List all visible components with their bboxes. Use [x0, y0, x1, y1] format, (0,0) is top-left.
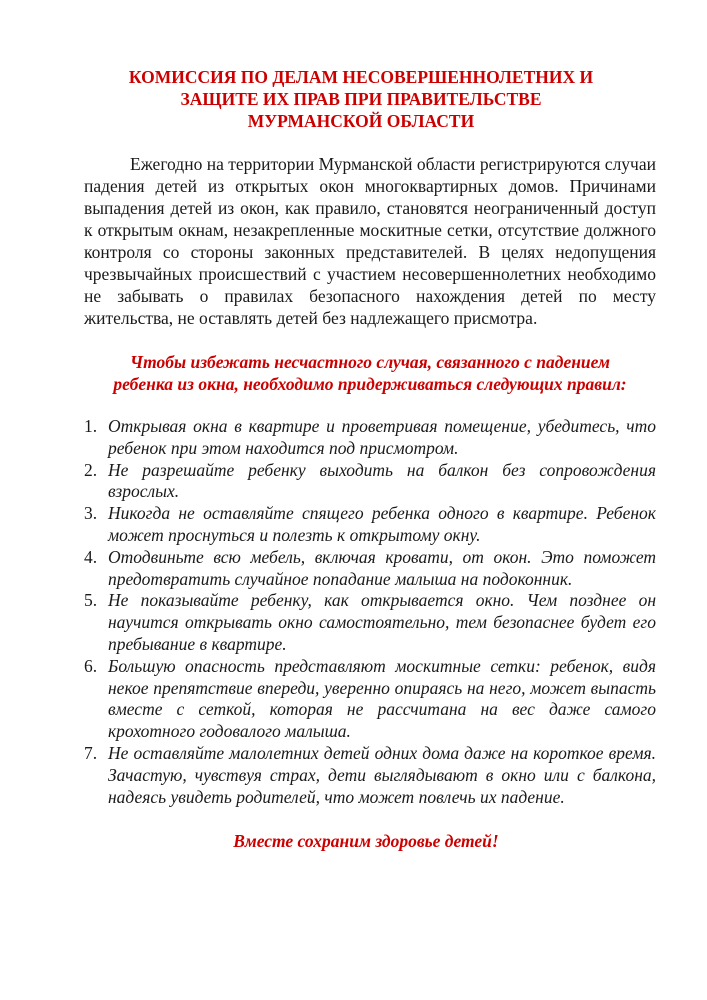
document-title	[84, 66, 656, 132]
rule-item	[84, 590, 656, 655]
rule-text: Отодвиньте всю мебель, включая кровати, от окон. Это поможет предотвратить случайное попадание малыша на подоконник.	[108, 546, 656, 589]
rule-text: Большую опасность представляют москитные сетки: ребенок, видя некое препятствие впереди, уверенно опираясь на него, может выпасть вместе с сеткой, которая не рассчитана на вес даже самого крохотного годовалого малыша.	[108, 655, 656, 742]
rule-number: 6.	[84, 655, 98, 676]
rule-item	[84, 503, 656, 547]
rules-heading-line: ребенка из окна, необходимо придерживаться следующих правил:	[113, 374, 627, 394]
title-line: ЗАЩИТЕ ИХ ПРАВ ПРИ ПРАВИТЕЛЬСТВЕ	[180, 89, 542, 109]
rule-item	[84, 547, 656, 591]
rule-item	[84, 656, 656, 743]
rule-number: 2.	[84, 459, 98, 480]
title-line: КОМИССИЯ ПО ДЕЛАМ НЕСОВЕРШЕННОЛЕТНИХ И	[128, 67, 594, 87]
rule-item	[84, 460, 656, 504]
rule-number: 4.	[84, 546, 98, 567]
intro-paragraph: Ежегодно на территории Мурманской области регистрируются случаи падения детей из открытых окон многоквартирных домов. Причинами выпадения детей из окон, как правило, становятся неограниченный доступ к открытым окнам, незакрепленные москитные сетки, отсутствие должного контроля со стороны законных представителей. В целях недопущения чрезвычайных происшествий с участием несовершеннолетних необходимо не забывать о правилах безопасного нахождения детей по месту жительства, не оставлять детей без надлежащего присмотра.	[84, 154, 656, 328]
title-line: МУРМАНСКОЙ ОБЛАСТИ	[247, 111, 475, 131]
rule-number: 3.	[84, 503, 98, 524]
rules-list	[84, 416, 656, 808]
rule-number: 1.	[84, 416, 98, 436]
rules-heading-line: Чтобы избежать несчастного случая, связанного с падением	[130, 352, 610, 372]
rule-text: Не показывайте ребенку, как открывается окно. Чем позднее он научится открывать окно самостоятельно, тем безопаснее будет его пребывание в квартире.	[108, 590, 656, 654]
rule-number: 7.	[84, 742, 98, 763]
rule-text: Не оставляйте малолетних детей одних дома даже на короткое время. Зачастую, чувствуя страх, дети выглядывают в окно или с балкона, надеясь увидеть родителей, что может повлечь их падение.	[108, 742, 656, 807]
rule-text: Никогда не оставляйте спящего ребенка одного в квартире. Ребенок может проснуться и полезть к открытому окну.	[108, 503, 656, 545]
rule-number: 5.	[84, 590, 98, 611]
rule-item	[84, 416, 656, 460]
rule-text: Открывая окна в квартире и проветривая помещение, убедитесь, что ребенок при этом находится под присмотром.	[108, 416, 656, 458]
rules-heading	[84, 351, 656, 395]
closing-slogan: Вместе сохраним здоровье детей!	[233, 831, 499, 852]
rule-text: Не разрешайте ребенку выходить на балкон без сопровождения взрослых.	[108, 459, 656, 502]
rule-item	[84, 743, 656, 808]
